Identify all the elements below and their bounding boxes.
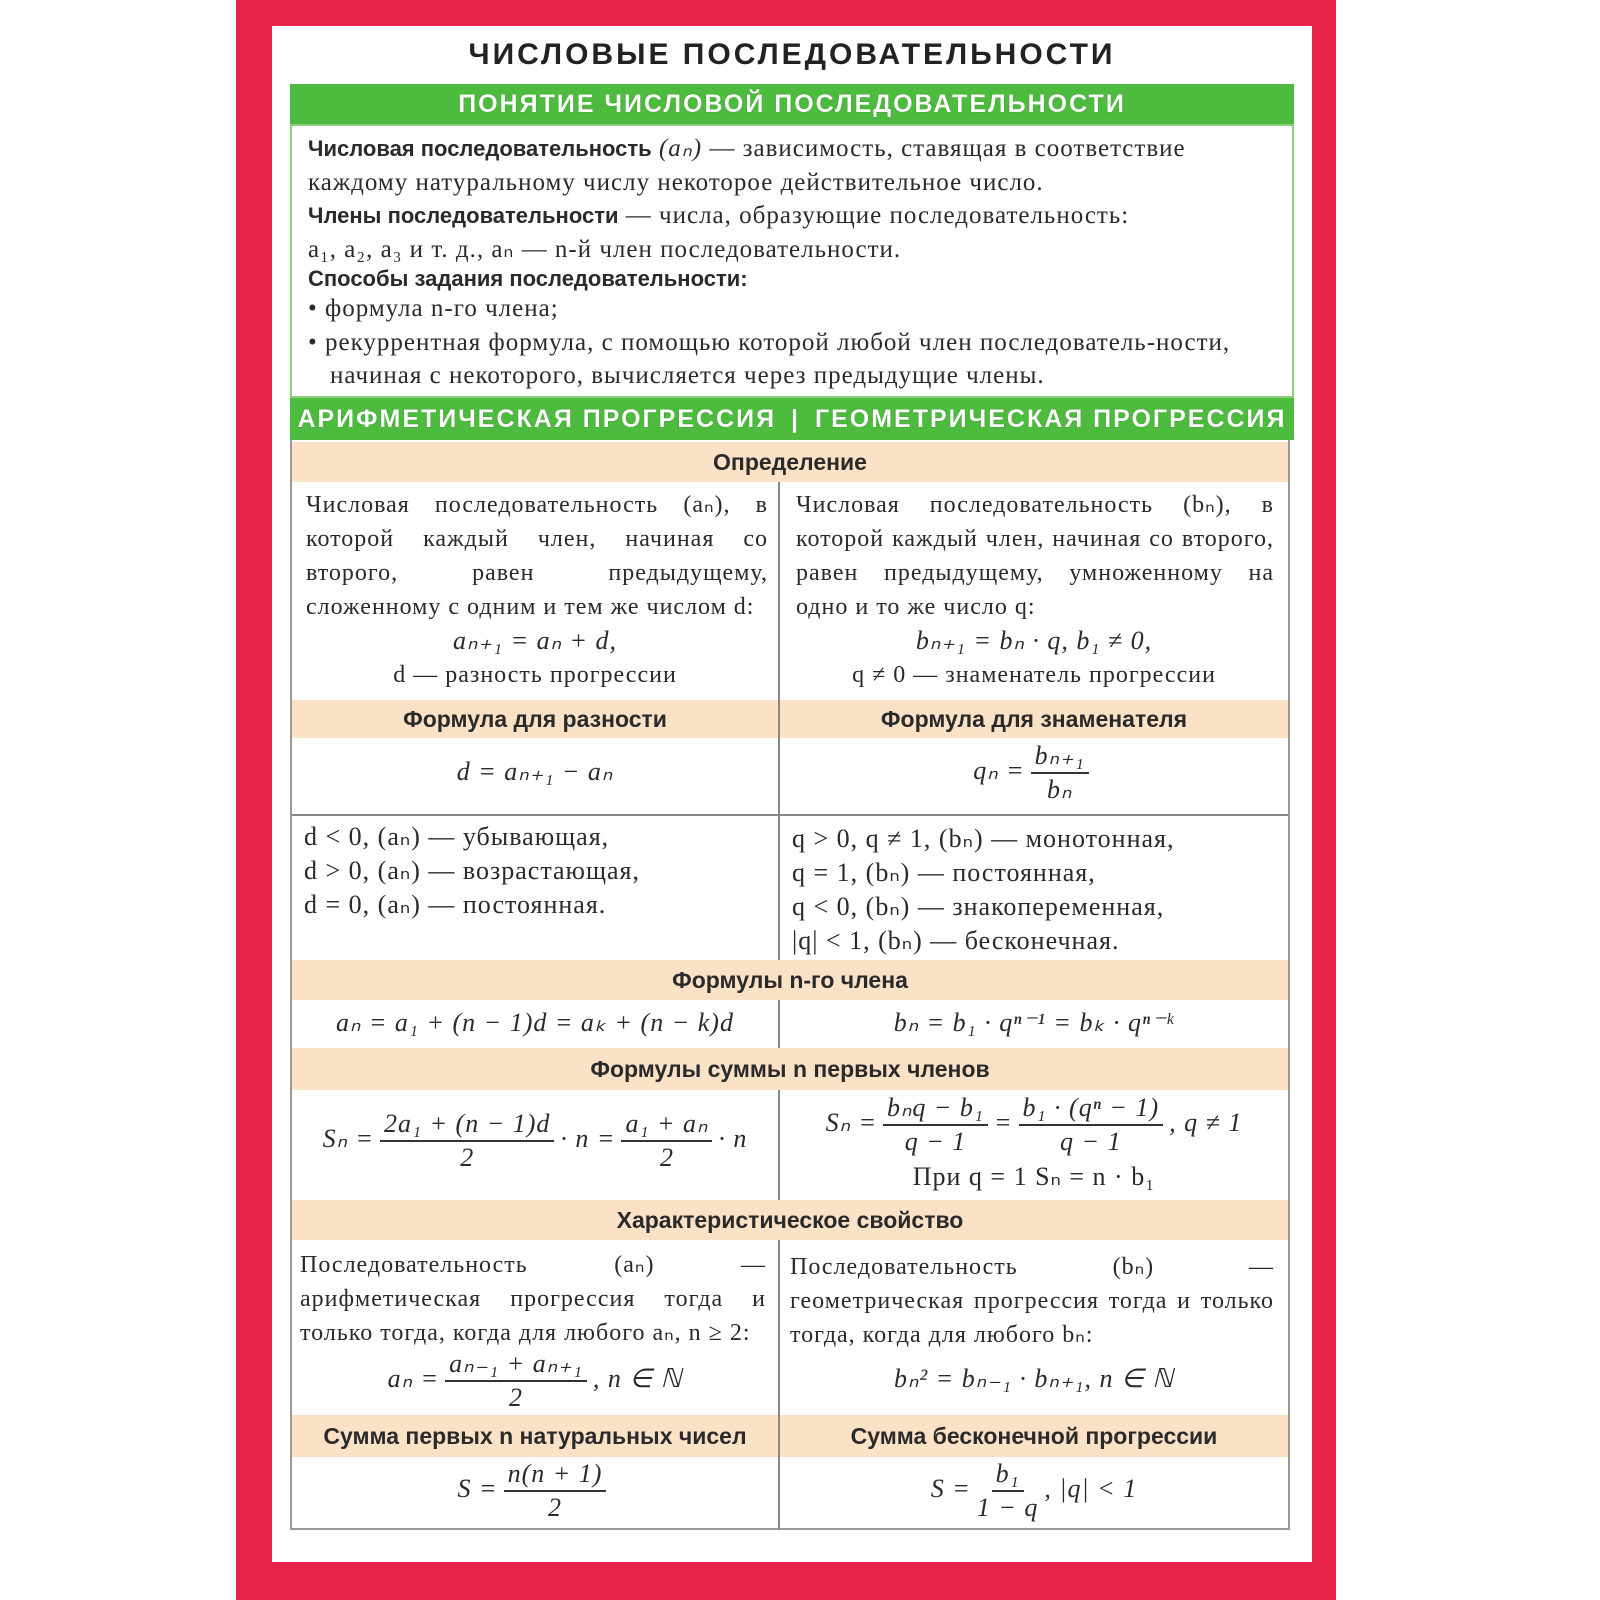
geom-case: q > 0, q ≠ 1, (bₙ) — монотонная, [792, 824, 1175, 853]
frac-den: 2 [659, 1143, 674, 1172]
sum-lhs: S = [457, 1473, 498, 1503]
members-definition: — числа, образующие последовательность: [618, 202, 1130, 229]
sum-lhs: Sₙ = [322, 1123, 374, 1153]
divider [292, 814, 1288, 816]
geom-def-note: q ≠ 0 — знаменатель прогрессии [852, 662, 1216, 688]
arith-sum-formula [292, 1108, 778, 1174]
definition-header: Определение [292, 442, 1288, 482]
ratio-formula [780, 740, 1288, 806]
arith-def-formula: aₙ₊₁ = aₙ + d, [452, 626, 618, 655]
nth-header: Формулы n-го члена [292, 960, 1288, 1000]
prop-lhs: aₙ = [387, 1363, 440, 1393]
frac-den: 2 [508, 1383, 523, 1412]
sum-lhs: Sₙ = [825, 1107, 878, 1137]
frac-den: 2 [460, 1143, 475, 1172]
methods-title: Способы задания последовательности: [308, 266, 748, 291]
sum-header: Формулы суммы n первых членов [292, 1048, 1288, 1090]
arith-case: d < 0, (aₙ) — убывающая, [304, 822, 610, 851]
arith-def-note: d — разность прогрессии [393, 662, 677, 688]
frac-den: q − 1 [1060, 1127, 1122, 1156]
geom-nth-formula: bₙ = b₁ · qⁿ⁻¹ = bₖ · qⁿ⁻ᵏ [893, 1008, 1175, 1037]
diff-formula: d = aₙ₊₁ − aₙ [456, 757, 614, 786]
frac-den: 2 [548, 1493, 563, 1522]
sum-tail: , |q| < 1 [1044, 1473, 1138, 1503]
sum-mid: · n = [560, 1123, 616, 1153]
concept-box [290, 124, 1294, 398]
prop-tail: , n ∈ ℕ [592, 1363, 683, 1393]
method-item: • рекуррентная формула, с помощью которой любой член последователь-ности, начиная с некоторого, вычисляется через предыдущие члены. [308, 328, 1231, 389]
sum-tail: , q ≠ 1 [1169, 1107, 1243, 1137]
infinite-sum-formula [780, 1458, 1288, 1524]
frac-den: 1 − q [976, 1493, 1039, 1522]
geom-sum-note: При q = 1 Sₙ = n · b₁ [912, 1162, 1156, 1191]
sum-mid: = [993, 1107, 1013, 1137]
page-title: ЧИСЛОВЫЕ ПОСЛЕДОВАТЕЛЬНОСТИ [468, 38, 1116, 71]
method-item: • формула n-го члена; [308, 295, 559, 322]
frac-num: 2a₁ + (n − 1)d [380, 1108, 554, 1142]
frac-num: b₁ [992, 1458, 1024, 1492]
arith-property: Последовательность (aₙ) — арифметическая прогрессия тогда и только тогда, когда для любого aₙ, n ≥ 2: [300, 1252, 766, 1346]
concept-header: ПОНЯТИЕ ЧИСЛОВОЙ ПОСЛЕДОВАТЕЛЬНОСТИ [290, 84, 1294, 124]
geom-case: q = 1, (bₙ) — постоянная, [792, 858, 1096, 887]
arith-monotonic [304, 820, 640, 922]
ratio-lhs: qₙ = [973, 755, 1025, 785]
geom-case: |q| < 1, (bₙ) — бесконечная. [792, 926, 1120, 955]
geom-definition: Числовая последовательность (bₙ), в которой каждый член, начиная со второго, равен предыдущему, умноженному на одно и то же число q: [796, 492, 1274, 620]
frac-num: aₙ₋₁ + aₙ₊₁ [445, 1348, 587, 1382]
arith-definition: Числовая последовательность (aₙ), в которой каждый член, начиная со второго, равен предыдущему, сложенному с одним и тем же числом d: [306, 492, 768, 620]
term-members: Члены последовательности [308, 203, 619, 228]
sum-tail: · n [718, 1123, 748, 1153]
term-sequence: Числовая последовательность [308, 136, 652, 161]
arith-header: АРИФМЕТИЧЕСКАЯ ПРОГРЕССИЯ [297, 404, 777, 433]
arith-nth-formula: aₙ = a₁ + (n − 1)d = aₖ + (n − k)d [336, 1008, 734, 1037]
arith-case: d = 0, (aₙ) — постоянная. [304, 890, 607, 919]
geom-property: Последовательность (bₙ) — геометрическая прогрессия тогда и только тогда, когда для любого bₙ: [790, 1254, 1274, 1348]
ratio-num: bₙ₊₁ [1031, 740, 1089, 774]
geom-monotonic [792, 822, 1174, 958]
geom-case: q < 0, (bₙ) — знакопеременная, [792, 892, 1165, 921]
term-definition: — зависимость, ставящая в соответствие каждому натуральному числу некоторое действительное число. [308, 135, 1186, 196]
ratio-formula-header: Формула для знаменателя [780, 700, 1288, 738]
sum-lhs: S = [930, 1473, 971, 1503]
ratio-den: bₙ [1047, 775, 1073, 804]
arith-case: d > 0, (aₙ) — возрастающая, [304, 856, 640, 885]
geom-header: ГЕОМЕТРИЧЕСКАЯ ПРОГРЕССИЯ [814, 404, 1287, 433]
frac-num: b₁ · (qⁿ − 1) [1019, 1092, 1164, 1126]
header-separator: | [791, 404, 801, 433]
comparison-table [290, 440, 1290, 1530]
infinite-sum-header: Сумма бесконечной прогрессии [780, 1415, 1288, 1457]
geom-def-formula: bₙ₊₁ = bₙ · q, b₁ ≠ 0, [915, 626, 1153, 655]
progressions-header [290, 398, 1294, 440]
term-symbol: (aₙ) [658, 135, 703, 162]
frac-num: bₙq − b₁ [883, 1092, 988, 1126]
geom-property-formula: bₙ² = bₙ₋₁ · bₙ₊₁, n ∈ ℕ [894, 1364, 1174, 1393]
property-header: Характеристическое свойство [292, 1200, 1288, 1240]
members-example: a₁, a₂, a₃ и т. д., aₙ — n-й член последовательности. [308, 235, 902, 263]
diff-formula-header: Формула для разности [292, 700, 778, 738]
frac-den: q − 1 [904, 1127, 967, 1156]
natural-sum-header: Сумма первых n натуральных чисел [292, 1415, 778, 1457]
frac-num: n(n + 1) [504, 1458, 607, 1492]
arith-property-formula [292, 1348, 778, 1414]
natural-sum-formula [292, 1458, 778, 1524]
frac-num: a₁ + aₙ [621, 1108, 712, 1142]
geom-sum-formula [780, 1092, 1288, 1158]
